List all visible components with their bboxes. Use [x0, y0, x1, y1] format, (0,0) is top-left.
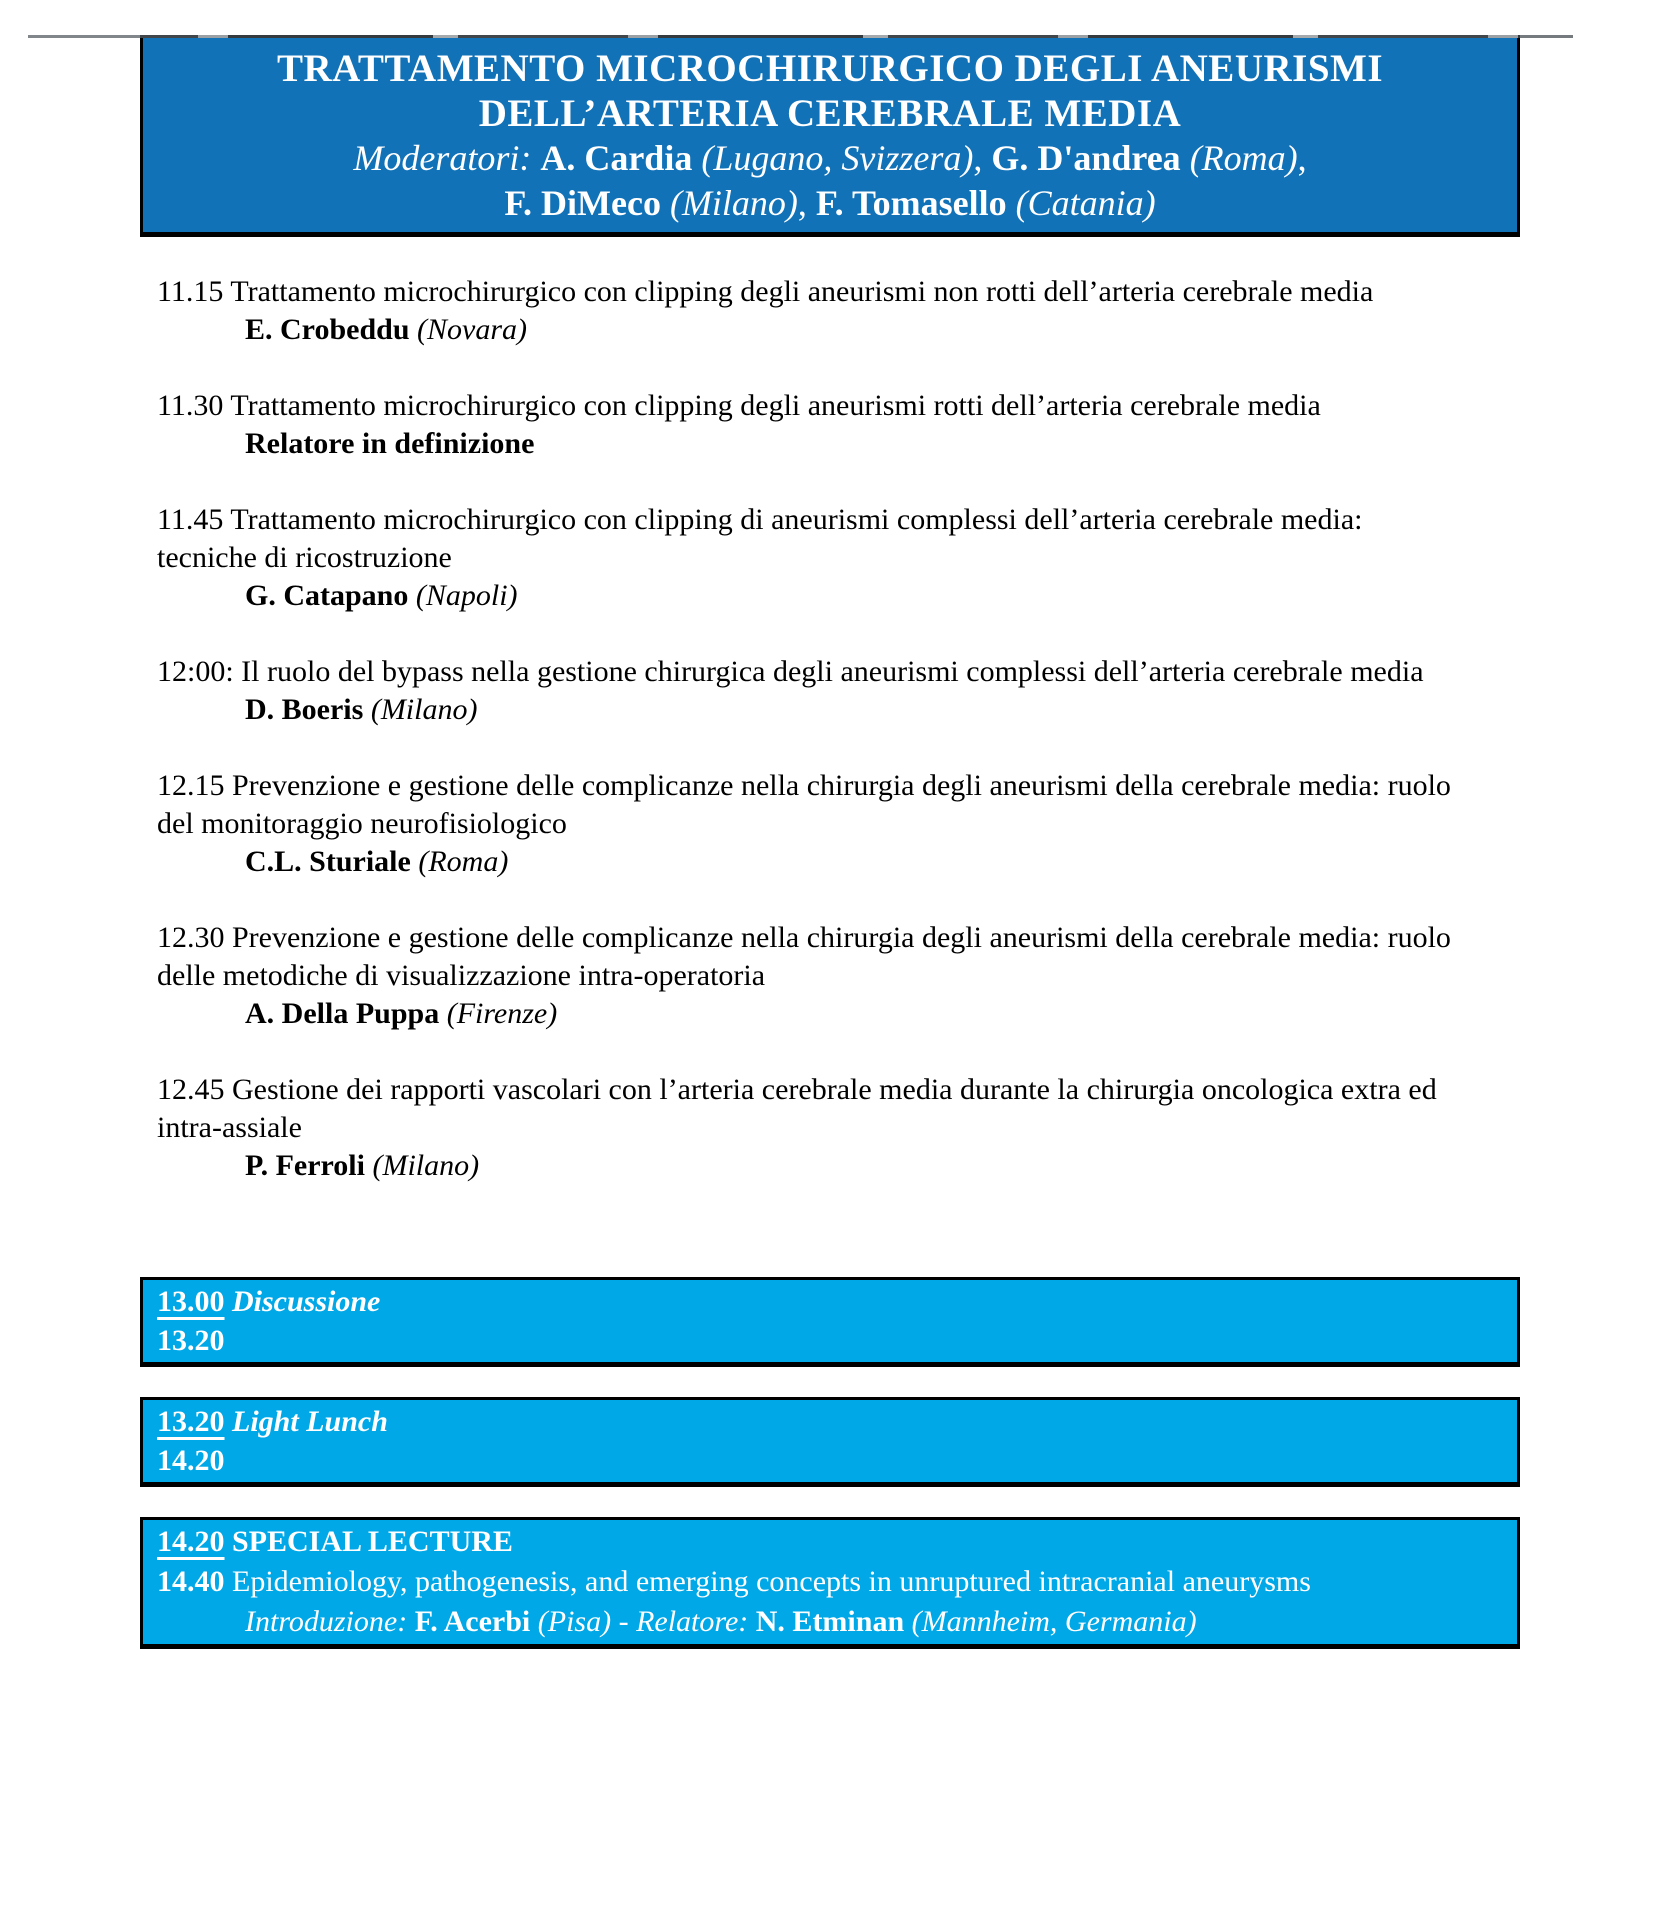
- speaker-place: (Roma): [418, 845, 509, 878]
- lecture-speakers-line: [157, 1602, 1505, 1642]
- banner-line: [157, 1522, 1505, 1562]
- session-time: 12.30: [157, 921, 225, 954]
- moderator-place: (Lugano, Svizzera): [701, 138, 974, 178]
- session-time: 12:00:: [157, 655, 234, 688]
- session-title-text: Prevenzione e gestione delle complicanze nella chirurgia degli aneurismi della cerebrale media: ruolo del monitoraggio neurofisiologico: [157, 769, 1451, 840]
- intro-label: Introduzione:: [245, 1605, 408, 1638]
- banner-label: Light Lunch: [232, 1405, 388, 1438]
- moderator-separator: ,: [1297, 138, 1307, 178]
- session-item: [157, 273, 1457, 349]
- speaker-place: (Milano): [370, 693, 478, 726]
- session-item: [157, 919, 1457, 1033]
- moderators-label: Moderatori:: [353, 138, 532, 178]
- session-speaker-line: [157, 843, 1457, 881]
- separator-dash: -: [618, 1605, 629, 1638]
- session-title-line: [157, 767, 1457, 843]
- session-speaker-line: [157, 1147, 1457, 1185]
- moderator: [816, 183, 1156, 223]
- speaker-name: C.L. Sturiale: [245, 845, 411, 878]
- relatore-label: Relatore:: [636, 1605, 749, 1638]
- session-speaker-line: [157, 425, 1457, 463]
- session-time: 11.45: [157, 503, 224, 536]
- session-title: [163, 46, 1497, 136]
- session-title-text: Prevenzione e gestione delle complicanze nella chirurgia degli aneurismi della cerebrale media: ruolo delle metodiche di visualizzazione intra-operatoria: [157, 921, 1451, 992]
- session-item: [157, 1071, 1457, 1185]
- banner-discussione: [140, 1277, 1520, 1367]
- banner-start-time: 14.20: [157, 1525, 225, 1558]
- program-list: [157, 273, 1457, 1185]
- relatore-speaker-place: (Mannheim, Germania): [911, 1605, 1197, 1638]
- top-crop-artifact: [28, 35, 1573, 38]
- special-lecture-label: SPECIAL LECTURE: [232, 1525, 513, 1558]
- session-title-line-2: DELL’ARTERIA CEREBRALE MEDIA: [478, 92, 1182, 135]
- session-speaker-line: [157, 691, 1457, 729]
- session-title-text: Il ruolo del bypass nella gestione chirurgica degli aneurismi complessi dell’arteria cerebrale media: [241, 655, 1424, 688]
- session-time: 12.15: [157, 769, 225, 802]
- session-item: [157, 767, 1457, 881]
- schedule-banners: [140, 1277, 1520, 1649]
- moderator-place: (Catania): [1015, 183, 1156, 223]
- session-title-line-1: TRATTAMENTO MICROCHIRURGICO DEGLI ANEURISMI: [276, 47, 1384, 90]
- moderator-place: (Milano): [669, 183, 798, 223]
- moderator-name: F. Tomasello: [815, 183, 1007, 223]
- moderator: [991, 138, 1306, 178]
- speaker-name: G. Catapano: [245, 579, 409, 612]
- session-title-line: [157, 653, 1457, 691]
- banner-line: [157, 1441, 1505, 1480]
- session-title-line: [157, 273, 1457, 311]
- session-title-text: Trattamento microchirurgico con clipping degli aneurismi rotti dell’arteria cerebrale media: [230, 389, 1321, 422]
- session-speaker-line: [157, 577, 1457, 615]
- session-title-line: [157, 501, 1457, 577]
- speaker-name: E. Crobeddu: [245, 313, 410, 346]
- speaker-name: D. Boeris: [245, 693, 364, 726]
- session-item: [157, 387, 1457, 463]
- banner-special-lecture: [140, 1517, 1520, 1649]
- session-time: 11.15: [157, 275, 224, 308]
- moderator: [540, 138, 991, 178]
- session-item: [157, 501, 1457, 615]
- banner-line: [157, 1282, 1505, 1321]
- speaker-place: (Napoli): [415, 579, 518, 612]
- banner-line: [157, 1562, 1505, 1602]
- session-title-line: [157, 387, 1457, 425]
- program-page: [0, 35, 1654, 1649]
- session-item: [157, 653, 1457, 729]
- relatore-speaker-name: N. Etminan: [755, 1605, 905, 1638]
- intro-speaker-place: (Pisa): [537, 1605, 612, 1638]
- moderator: [504, 183, 816, 223]
- banner-label: Discussione: [232, 1285, 381, 1318]
- banner-light-lunch: [140, 1397, 1520, 1487]
- moderator-separator: ,: [797, 183, 816, 223]
- banner-start-time: 13.20: [157, 1405, 225, 1438]
- session-title-line: [157, 1071, 1457, 1147]
- moderator-name: F. DiMeco: [504, 183, 661, 223]
- session-time: 11.30: [157, 389, 224, 422]
- speaker-name: Relatore in definizione: [245, 427, 535, 460]
- session-title-line: [157, 919, 1457, 995]
- speaker-place: (Novara): [417, 313, 527, 346]
- session-title-text: Trattamento microchirurgico con clipping di aneurismi complessi dell’arteria cerebrale media: tecniche di ricostruzione: [157, 503, 1363, 574]
- session-time: 12.45: [157, 1073, 225, 1106]
- speaker-name: A. Della Puppa: [245, 997, 440, 1030]
- session-speaker-line: [157, 995, 1457, 1033]
- banner-start-time: 13.00: [157, 1285, 225, 1318]
- speaker-place: (Milano): [372, 1149, 480, 1182]
- session-title-text: Gestione dei rapporti vascolari con l’arteria cerebrale media durante la chirurgia oncologica extra ed intra-assiale: [157, 1073, 1437, 1144]
- session-title-text: Trattamento microchirurgico con clipping degli aneurismi non rotti dell’arteria cerebrale media: [230, 275, 1374, 308]
- intro-speaker-name: F. Acerbi: [414, 1605, 531, 1638]
- banner-end-time: 14.40: [157, 1565, 225, 1598]
- session-header-banner: [140, 35, 1520, 237]
- moderator-name: A. Cardia: [540, 138, 693, 178]
- moderator-place: (Roma): [1189, 138, 1298, 178]
- banner-end-time: 14.20: [157, 1444, 225, 1477]
- lecture-title: Epidemiology, pathogenesis, and emerging concepts in unruptured intracranial aneurysms: [232, 1565, 1311, 1598]
- banner-end-time: 13.20: [157, 1324, 225, 1357]
- speaker-place: (Firenze): [446, 997, 558, 1030]
- moderator-separator: ,: [973, 138, 992, 178]
- speaker-name: P. Ferroli: [245, 1149, 365, 1182]
- banner-line: [157, 1402, 1505, 1441]
- banner-line: [157, 1321, 1505, 1360]
- moderator-name: G. D'andrea: [991, 138, 1181, 178]
- moderators-line: [163, 136, 1497, 226]
- session-speaker-line: [157, 311, 1457, 349]
